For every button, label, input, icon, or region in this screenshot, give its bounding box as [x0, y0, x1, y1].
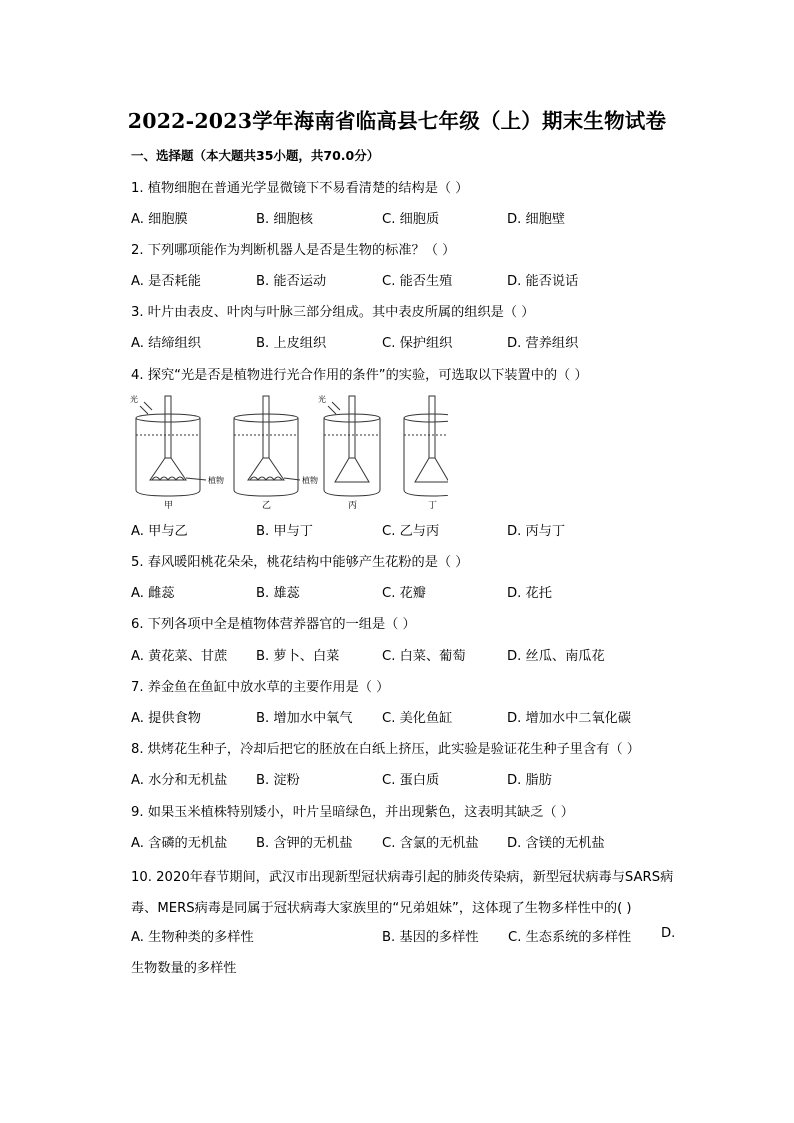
question-8-option-d[interactable]: D. 脂肪: [507, 773, 552, 788]
question-9-option-a[interactable]: A. 含磷的无机盐: [131, 836, 228, 851]
light-label-bing: 光: [318, 395, 326, 404]
question-6-option-c[interactable]: C. 白菜、葡萄: [382, 649, 466, 664]
question-1-option-a[interactable]: A. 细胞膜: [131, 212, 188, 227]
question-5-stem: 5. 春风暖阳桃花朵朵，桃花结构中能够产生花粉的是（ ）: [131, 555, 469, 570]
question-10-option-d-text[interactable]: 生物数量的多样性: [131, 961, 237, 976]
question-7-option-a[interactable]: A. 提供食物: [131, 711, 201, 726]
question-3-stem: 3. 叶片由表皮、叶肉与叶脉三部分组成。其中表皮所属的组织是（ ）: [131, 305, 535, 320]
question-5-option-a[interactable]: A. 雌蕊: [131, 586, 175, 601]
question-4-option-c[interactable]: C. 乙与丙: [382, 524, 440, 539]
question-8-stem: 8. 烘烤花生种子，冷却后把它的胚放在白纸上挤压，此实验是验证花生种子里含有（ ）: [131, 742, 640, 757]
question-9-option-b[interactable]: B. 含钾的无机盐: [256, 836, 353, 851]
question-1-stem: 1. 植物细胞在普通光学显微镜下不易看清楚的结构是（ ）: [131, 181, 469, 196]
figure-label-yi: 乙: [262, 501, 272, 510]
figure-label-ding: 丁: [428, 501, 438, 510]
question-10-option-b[interactable]: B. 基因的多样性: [382, 930, 479, 945]
question-9-option-d[interactable]: D. 含镁的无机盐: [507, 836, 605, 851]
question-10-option-d[interactable]: D.: [661, 926, 676, 941]
question-3-option-d[interactable]: D. 营养组织: [507, 336, 579, 351]
exam-title: 2022-2023学年海南省临高县七年级（上）期末生物试卷: [127, 109, 667, 133]
question-8-option-b[interactable]: B. 淀粉: [256, 773, 300, 788]
section-heading: 一、选择题（本大题共35小题，共70.0分）: [131, 148, 380, 163]
beaker-yi: [234, 396, 300, 496]
question-6-option-d[interactable]: D. 丝瓜、南瓜花: [507, 649, 605, 664]
beaker-bing: [324, 396, 380, 496]
question-3-option-b[interactable]: B. 上皮组织: [256, 336, 327, 351]
question-4-stem: 4. 探究“光是否是植物进行光合作用的条件”的实验，可选取以下装置中的（ ）: [131, 368, 588, 383]
question-2-option-d[interactable]: D. 能否说话: [507, 274, 579, 289]
question-1-option-c[interactable]: C. 细胞质: [382, 212, 440, 227]
question-9-option-c[interactable]: C. 含氯的无机盐: [382, 836, 479, 851]
experiment-figure: [128, 390, 448, 510]
plant-label-yi: 植物: [302, 476, 318, 485]
question-2-option-a[interactable]: A. 是否耗能: [131, 274, 201, 289]
figure-label-bing: 丙: [348, 501, 358, 510]
question-2-option-b[interactable]: B. 能否运动: [256, 274, 327, 289]
question-5-option-d[interactable]: D. 花托: [507, 586, 552, 601]
figure-label-jia: 甲: [164, 501, 174, 510]
question-4-option-a[interactable]: A. 甲与乙: [131, 524, 188, 539]
question-10-option-c[interactable]: C. 生态系统的多样性: [508, 930, 632, 945]
question-4-option-d[interactable]: D. 丙与丁: [507, 524, 566, 539]
question-1-option-d[interactable]: D. 细胞壁: [507, 212, 566, 227]
question-8-option-a[interactable]: A. 水分和无机盐: [131, 773, 228, 788]
question-8-option-c[interactable]: C. 蛋白质: [382, 773, 440, 788]
question-5-option-b[interactable]: B. 雄蕊: [256, 586, 300, 601]
question-4-option-b[interactable]: B. 甲与丁: [256, 524, 313, 539]
question-7-stem: 7. 养金鱼在鱼缸中放水草的主要作用是（ ）: [131, 680, 390, 695]
question-9-stem: 9. 如果玉米植株特别矮小，叶片呈暗绿色，并出现紫色，这表明其缺乏（ ）: [131, 805, 574, 820]
question-2-option-c[interactable]: C. 能否生殖: [382, 274, 453, 289]
beaker-ding: [404, 396, 448, 496]
light-label-jia: 光: [130, 395, 138, 404]
question-1-option-b[interactable]: B. 细胞核: [256, 212, 313, 227]
question-2-stem: 2. 下列哪项能作为判断机器人是否是生物的标准？（ ）: [131, 243, 456, 258]
question-10-stem: 10. 2020年春节期间，武汉市出现新型冠状病毒引起的肺炎传染病，新型冠状病毒与SARS病毒、MERS病毒是同属于冠状病毒大家族里的“兄弟姐妹”，这体现了生物多样性中的( ): [131, 870, 674, 916]
question-7-option-d[interactable]: D. 增加水中二氧化碳: [507, 711, 632, 726]
question-7-option-c[interactable]: C. 美化鱼缸: [382, 711, 453, 726]
question-6-stem: 6. 下列各项中全是植物体营养器官的一组是（ ）: [131, 617, 416, 632]
question-5-option-c[interactable]: C. 花瓣: [382, 586, 426, 601]
question-6-option-b[interactable]: B. 萝卜、白菜: [256, 649, 340, 664]
question-10-option-a[interactable]: A. 生物种类的多样性: [131, 930, 254, 945]
question-7-option-b[interactable]: B. 增加水中氧气: [256, 711, 353, 726]
beaker-jia: [136, 396, 206, 496]
question-6-option-a[interactable]: A. 黄花菜、甘蔗: [131, 649, 228, 664]
plant-label-jia: 植物: [208, 476, 224, 485]
question-3-option-c[interactable]: C. 保护组织: [382, 336, 453, 351]
question-3-option-a[interactable]: A. 结缔组织: [131, 336, 201, 351]
